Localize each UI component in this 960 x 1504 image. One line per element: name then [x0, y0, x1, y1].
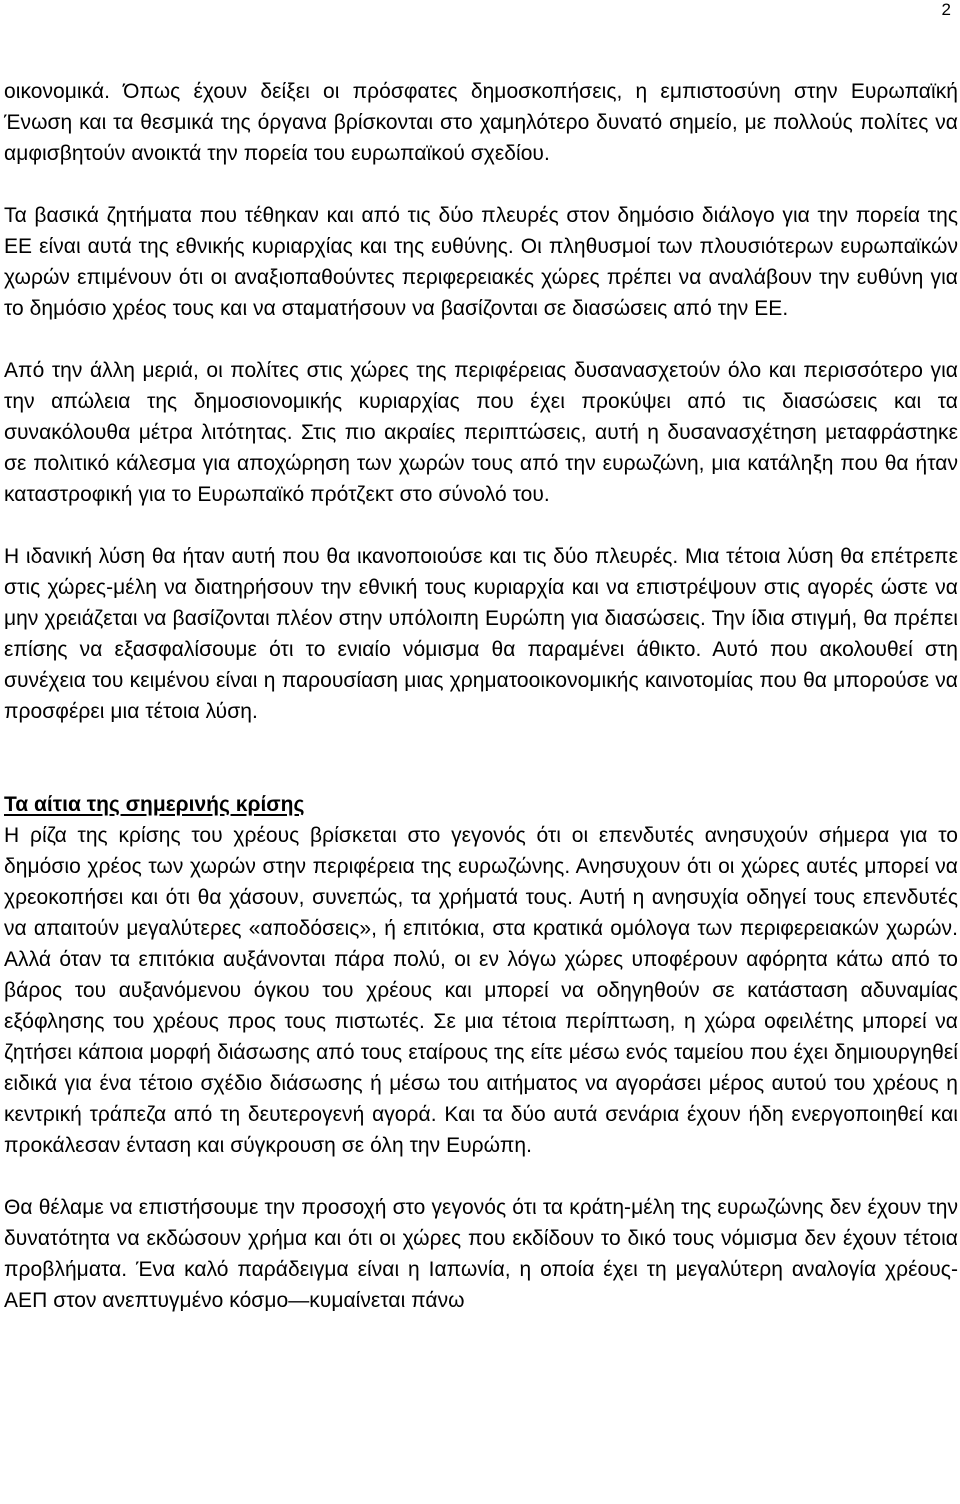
paragraph-ideal-solution: Η ιδανική λύση θα ήταν αυτή που θα ικανοποιούσε και τις δύο πλευρές. Μια τέτοια λύση θα επέτρεπε στις χώρες-μέλη να διατηρήσουν την εθνική τους κυριαρχία και να επιστρέψουν στις αγορές ώστε να μην χρειάζεται να βασίζονται πλέον στην υπόλοιπη Ευρώπη για διασώσεις. Την ίδια στιγμή, θα πρέπει επίσης να εξασφαλίσουμε ότι το ενιαίο νόμισμα θα παραμένει άθικτο. Αυτό που ακολουθεί στη συνέχεια του κειμένου είναι η παρουσίαση μιας χρηματοοικονομικής καινοτομίας που θα μπορούσε να προσφέρει μια τέτοια λύση. — [4, 545, 958, 723]
page-number: 2 — [941, 0, 951, 19]
paragraph-sovereignty: Τα βασικά ζητήματα που τέθηκαν και από τις δύο πλευρές στον δημόσιο διάλογο για την πορεία της ΕΕ είναι αυτά της εθνικής κυριαρχίας και της ευθύνης. Οι πληθυσμοί των πλουσιότερων ευρωπαϊκών χωρών επιμένουν ότι οι αναξιοπαθούντες περιφερειακές χώρες πρέπει να αναλάβουν την ευθύνη για το δημόσιο χρέος τους και να σταματήσουν να βασίζονται σε διασώσεις από την ΕΕ. — [4, 204, 958, 320]
paragraph-currency-issuance: Θα θέλαμε να επιστήσουμε την προσοχή στο γεγονός ότι τα κράτη-μέλη της ευρωζώνης δεν έχουν την δυνατότητα να εκδώσουν χρήμα και ότι οι χώρες που εκδίδουν το δικό τους νόμισμα δεν έχουν τέτοια προβλήματα. Ένα καλό παράδειγμα είναι η Ιαπωνία, η οποία έχει τη μεγαλύτερη αναλογία χρέους-ΑΕΠ στον ανεπτυγμένο κόσμο—κυμαίνεται πάνω — [4, 1196, 958, 1312]
section-heading: Τα αίτια της σημερινής κρίσης — [4, 793, 305, 816]
paragraph-intro: οικονομικά. Όπως έχουν δείξει οι πρόσφατες δημοσκοπήσεις, η εμπιστοσύνη στην Ευρωπαϊκή Ένωση και τα θεσμικά της όργανα βρίσκονται στο χαμηλότερο δυνατό σημείο, με πολλούς πολίτες να αμφισβητούν ανοικτά την πορεία του ευρωπαϊκού σχεδίου. — [4, 80, 958, 165]
paragraph-periphery: Από την άλλη μεριά, οι πολίτες στις χώρες της περιφέρειας δυσανασχετούν όλο και περισσότερο για την απώλεια της δημοσιονομικής κυριαρχίας που έχει προκύψει από τις διασώσεις και τα συνακόλουθα μέτρα λιτότητας. Στις πιο ακραίες περιπτώσεις, αυτή η δυσανασχέτηση μεταφράστηκε σε πολιτικό κάλεσμα για αποχώρηση των χωρών τους από την ευρωζώνη, μια κατάληξη που θα ήταν καταστροφική για το Ευρωπαϊκό πρότζεκτ στο σύνολό του. — [4, 359, 958, 506]
paragraph-crisis-causes: Η ρίζα της κρίσης του χρέους βρίσκεται στο γεγονός ότι οι επενδυτές ανησυχούν σήμερα για το δημόσιο χρέος των χωρών στην περιφέρεια της ευρωζώνης. Ανησυχουν ότι οι χώρες αυτές μπορεί να χρεοκοπήσει και ότι θα χάσουν, συνεπώς, τα χρήματά τους. Αυτή η ανησυχία οδηγεί τους επενδυτές να απαιτούν μεγαλύτερες «αποδόσεις», ή επιτόκια, στα κρατικά ομόλογα των περιφερειακών χωρών. Αλλά όταν τα επιτόκια αυξάνονται πάρα πολύ, οι εν λόγω χώρες υποφέρουν αφόρητα κάτω από το βάρος του αυξανόμενου όγκου του χρέους και μπορεί να οδηγηθούν σε κατάσταση αδυναμίας εξόφλησης του χρέους προς τους πιστωτές. Σε μια τέτοια περίπτωση, η χώρα οφειλέτης μπορεί να ζητήσει κάποια μορφή διάσωσης από τους εταίρους της είτε μέσω ενός ταμείου που έχει δημιουργηθεί ειδικά για ένα τέτοιο σχέδιο διάσωσης ή μέσω του αιτήματος να αγοράσει μέρος αυτού του χρέους η κεντρική τράπεζα από τη δευτερογενή αγορά. Και τα δύο αυτά σενάρια έχουν ήδη ενεργοποιηθεί και προκάλεσαν ένταση και σύγκρουση σε όλη την Ευρώπη. — [4, 824, 958, 1157]
document-body — [4, 76, 958, 1316]
